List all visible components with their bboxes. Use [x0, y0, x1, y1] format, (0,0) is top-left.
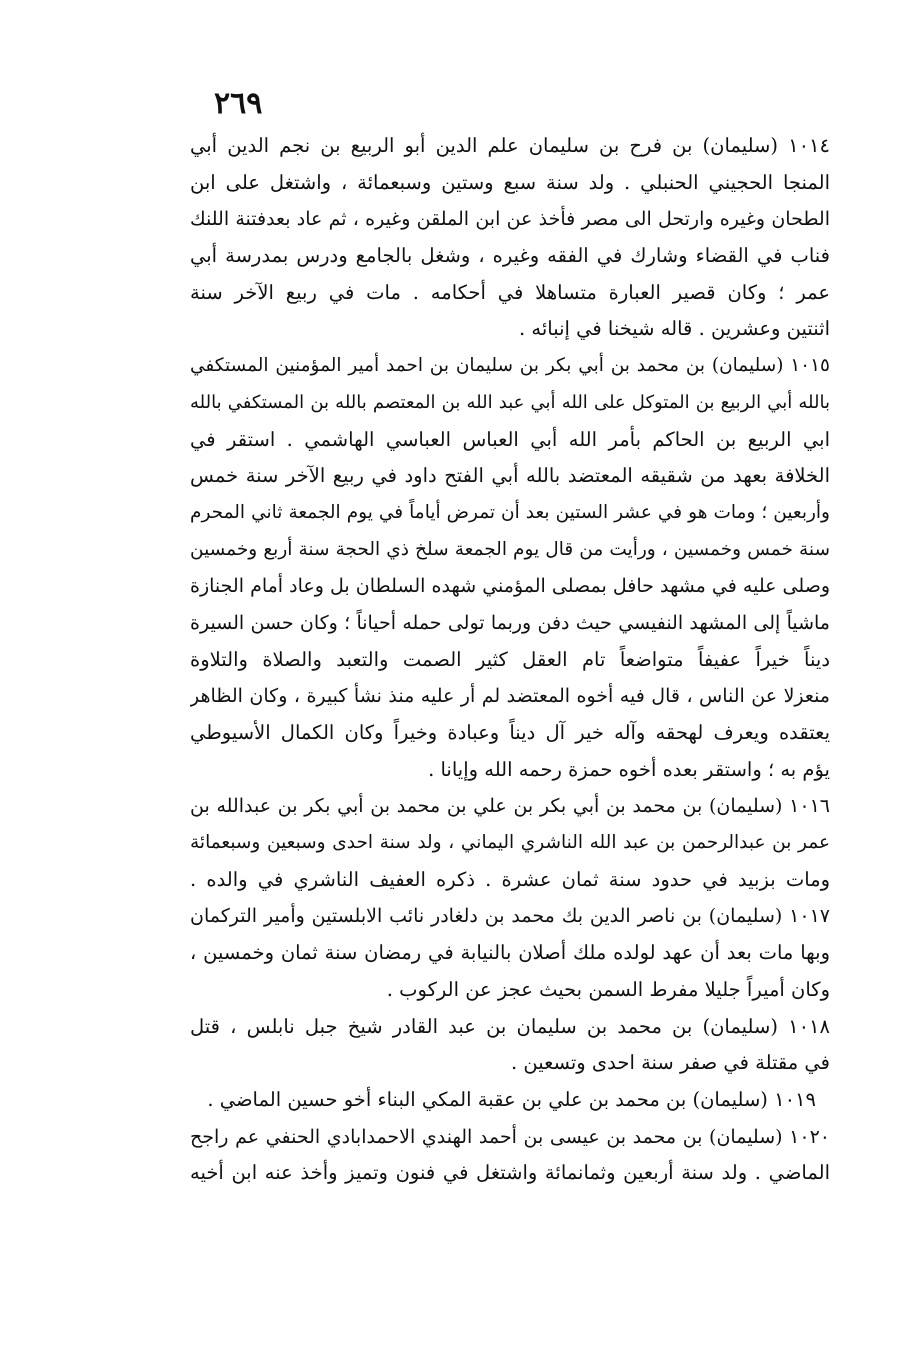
- text-line: الطحان وغيره وارتحل الى مصر فأخذ عن ابن الملقن وغيره ، ثم عاد بعدفتنة اللنك: [190, 208, 830, 231]
- text-line: ١٠١٥ (سليمان) بن محمد بن أبي بكر بن سليمان بن احمد أمير المؤمنين المستكفي: [190, 355, 830, 377]
- text-line: ١٠١٦ (سليمان) بن محمد بن أبي بكر بن علي بن محمد بن أبي بكر بن عبدالله بن: [190, 795, 830, 818]
- text-line: عمر ؛ وكان قصير العبارة متساهلا في أحكامه . مات في ربيع الآخر سنة: [190, 280, 830, 304]
- text-line: ديناً خيراً عفيفاً متواضعاً تام العقل كثير الصمت والتعبد والصلاة والتلاوة: [190, 647, 830, 671]
- text-line: اثنتين وعشرين . قاله شيخنا في إنبائه .: [518, 317, 830, 341]
- text-line: يؤم به ؛ واستقر بعده أخوه حمزة رحمه الله وإيانا .: [428, 757, 830, 781]
- text-line: منعزلا عن الناس ، قال فيه أخوه المعتضد لم أر عليه منذ نشأ كبيرة ، وكان الظاهر: [190, 685, 830, 708]
- text-line: فناب في القضاء وشارك في الفقه وغيره ، وشغل بالجامع ودرس بمدرسة أبي: [190, 244, 830, 268]
- text-line: وكان أميراً جليلا مفرط السمن بحيث عجز عن الركوب .: [386, 977, 830, 1001]
- text-line: ١٠٢٠ (سليمان) بن محمد بن عيسى بن أحمد الهندي الاحمدابادي الحنفي عم راجح: [190, 1125, 830, 1148]
- text-line: ١٠١٨ (سليمان) بن محمد بن سليمان بن عبد القادر شيخ جبل نابلس ، قتل: [190, 1014, 830, 1038]
- text-line: وأربعين ؛ ومات هو في عشر الستين بعد أن تمرض أياماً في يوم الجمعة ثاني المحرم: [190, 501, 830, 523]
- text-line: الخلافة بعهد من شقيقه المعتضد بالله أبي الفتح داود في ربيع الآخر سنة خمس: [190, 464, 830, 488]
- biography-entries: [190, 128, 830, 1192]
- text-line: يعتقده ويعرف لهحقه وآله خير آل ديناً وعبادة وخيراً وكان الكمال الأسيوطي: [190, 721, 830, 744]
- text-line: وصلى عليه في مشهد حافل بمصلى المؤمني شهده السلطان بل وعاد أمام الجنازة: [190, 575, 830, 598]
- text-line: بالله أبي الربيع بن المتوكل على الله أبي عبد الله بن المعتصم بالله بن المستكفي بالله: [190, 391, 830, 413]
- text-line: ١٠١٩ (سليمان) بن محمد بن علي بن عقبة المكي البناء أخو حسين الماضي .: [207, 1087, 816, 1111]
- text-line: ابي الربيع بن الحاكم بأمر الله أبي العباس العباسي الهاشمي . استقر في: [190, 427, 830, 451]
- text-line: المنجا الحجيني الحنبلي . ولد سنة سبع وستين وسبعمائة ، واشتغل على ابن: [190, 170, 830, 194]
- text-line: عمر بن عبدالرحمن بن عبد الله الناشري اليماني ، ولد سنة احدى وسبعين وسبعمائة: [190, 832, 830, 854]
- page-number: ٢٦٩: [214, 86, 263, 121]
- text-line: في مقتلة في صفر سنة احدى وتسعين .: [510, 1051, 830, 1075]
- text-line: ومات بزبيد في حدود سنة ثمان عشرة . ذكره العفيف الناشري في والده .: [190, 867, 830, 891]
- text-line: ١٠١٧ (سليمان) بن ناصر الدين بك محمد بن دلغادر نائب الابلستين وأمير التركمان: [190, 905, 830, 928]
- text-line: ماشياً إلى المشهد النفيسي حيث دفن وربما تولى حمله أحياناً ؛ وكان حسن السيرة: [190, 611, 830, 634]
- text-line: ١٠١٤ (سليمان) بن فرح بن سليمان علم الدين أبو الربيع بن نجم الدين أبي: [190, 134, 830, 157]
- text-line: سنة خمس وخمسين ، ورأيت من قال يوم الجمعة سلخ ذي الحجة سنة أربع وخمسين: [190, 538, 830, 560]
- text-line: وبها مات بعد أن عهد لولده ملك أصلان بالنيابة في رمضان سنة ثمان وخمسين ،: [190, 941, 830, 965]
- text-line: الماضي . ولد سنة أربعين وثمانمائة واشتغل في فنون وتميز وأخذ عنه ابن أخيه: [190, 1161, 830, 1185]
